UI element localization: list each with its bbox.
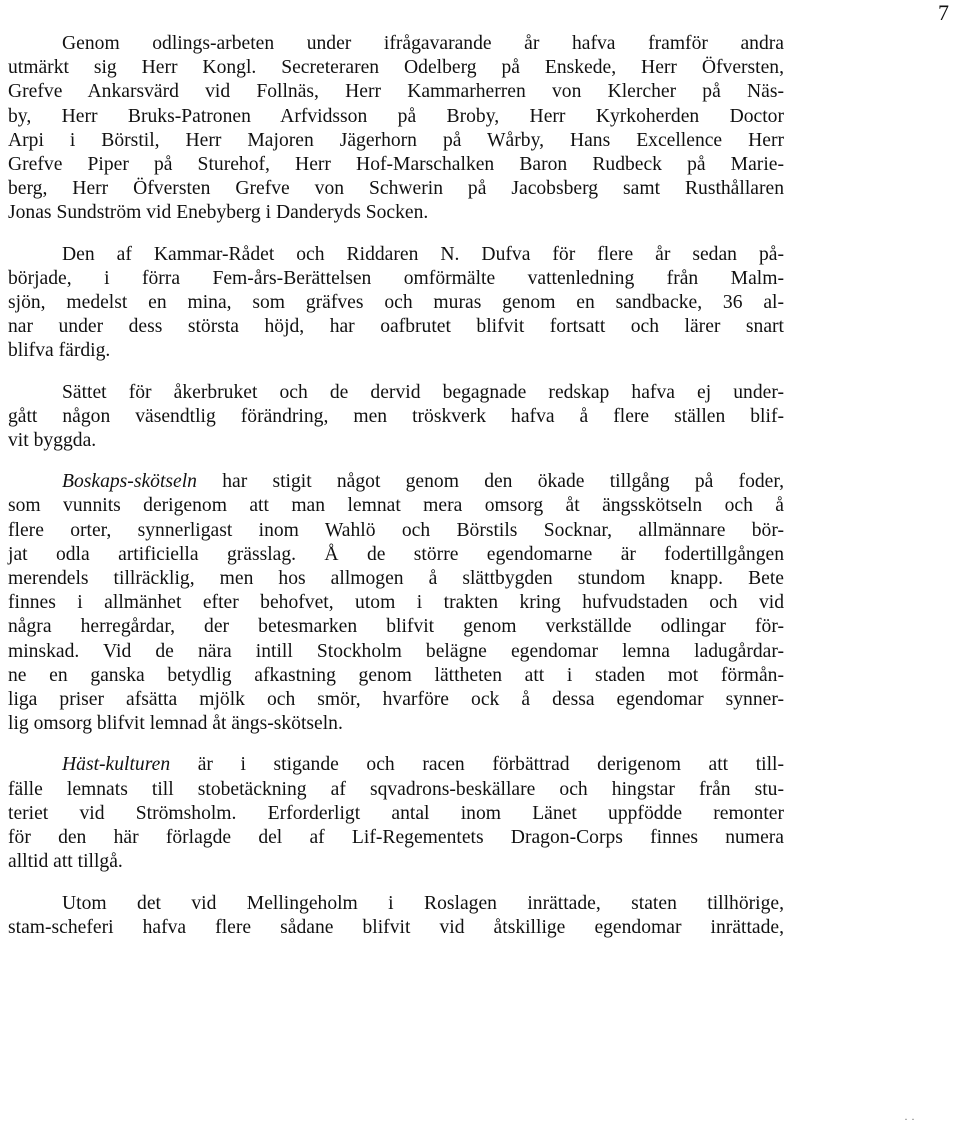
text-line: sjön, medelst en mina, som gräfves och muras genom en sandbacke, 36 al- bbox=[8, 292, 784, 314]
text-line bbox=[8, 470, 784, 494]
text-line: utmärkt sig Herr Kongl. Secreteraren Odelberg på Enskede, Herr Öfversten, bbox=[8, 57, 784, 79]
page-number: 7 bbox=[938, 0, 949, 25]
text-line: ne en ganska betydlig afkastning genom lättheten att i staden mot förmån- bbox=[8, 664, 784, 686]
text-line: flere orter, synnerligast inom Wahlö och Börstils Socknar, allmännare bör- bbox=[8, 519, 784, 541]
text-line: fälle lemnats till stobetäckning af sqvadrons-beskällare och hingstar från stu- bbox=[8, 778, 784, 800]
body-text bbox=[8, 32, 784, 940]
text-line: finnes i allmänhet efter behofvet, utom i trakten kring hufvudstaden och vid bbox=[8, 592, 784, 614]
text-line: Genom odlings-arbeten under ifrågavarande år hafva framför andra bbox=[62, 33, 784, 54]
text-segment: är i stigande och racen förbättrad derigenom att till- bbox=[170, 754, 784, 776]
text-line: merendels tillräcklig, men hos allmogen å slättbygden stundom knapp. Bete bbox=[8, 568, 784, 590]
text-segment: har stigit något genom den ökade tillgång på foder, bbox=[196, 471, 784, 493]
text-line: Sättet för åkerbruket och de dervid begagnade redskap hafva ej under- bbox=[62, 381, 784, 403]
section-heading-livestock: Boskaps-skötseln bbox=[62, 471, 197, 493]
text-line: nar under dess största höjd, har oafbrutet blifvit fortsatt och lärer snart bbox=[8, 316, 784, 338]
text-line bbox=[8, 753, 784, 777]
paragraph-livestock bbox=[8, 470, 784, 736]
text-line: berg, Herr Öfversten Grefve von Schwerin på Jacobsberg samt Rusthållaren bbox=[8, 178, 784, 200]
text-line: gått någon väsendtlig förändring, men tröskverk hafva å flere ställen blif- bbox=[8, 405, 784, 427]
text-line: by, Herr Bruks-Patronen Arfvidsson på Broby, Herr Kyrkoherden Doctor bbox=[8, 105, 784, 127]
scan-speck: · · bbox=[904, 1112, 915, 1126]
text-line: började, i förra Fem-års-Berättelsen omförmälte vattenledning från Malm- bbox=[8, 267, 784, 289]
text-line: jat odla artificiella grässlag. Å de större egendomarne är fodertillgången bbox=[8, 543, 784, 565]
section-heading-horses: Häst-kulturen bbox=[62, 754, 171, 776]
text-line: Jonas Sundström vid Enebyberg i Danderyds Socken. bbox=[8, 202, 429, 224]
paragraph-horse-culture bbox=[8, 753, 784, 874]
paragraph-agriculture-tools bbox=[8, 381, 784, 454]
text-line: vit byggda. bbox=[8, 430, 97, 452]
text-line: som vunnits derigenom att man lemnat mera omsorg åt ängsskötseln och å bbox=[8, 495, 784, 517]
text-line: några herregårdar, der betesmarken blifvit genom verkställde odlingar för- bbox=[8, 616, 784, 638]
text-line: Grefve Piper på Sturehof, Herr Hof-Marschalken Baron Rudbeck på Marie- bbox=[8, 154, 784, 176]
text-line: alltid att tillgå. bbox=[8, 851, 123, 873]
text-line: minskad. Vid de nära intill Stockholm belägne egendomar lemna ladugårdar- bbox=[8, 640, 784, 662]
text-line: Den af Kammar-Rådet och Riddaren N. Dufva för flere år sedan på- bbox=[62, 243, 784, 265]
text-line: Grefve Ankarsvärd vid Follnäs, Herr Kammarherren von Klercher på Näs- bbox=[8, 81, 784, 103]
text-line: liga priser afsätta mjölk och smör, hvarföre ock å dessa egendomar synner- bbox=[8, 689, 784, 711]
text-line: stam-scheferi hafva flere sådane blifvit vid åtskillige egendomar inrättade, bbox=[8, 916, 784, 938]
text-line: teriet vid Strömsholm. Erforderligt antal inom Länet uppfödde remonter bbox=[8, 802, 784, 824]
text-line: blifva färdig. bbox=[8, 340, 111, 362]
paragraph-cultivation bbox=[8, 32, 784, 226]
text-line: lig omsorg blifvit lemnad åt ängs-skötseln. bbox=[8, 713, 343, 735]
paragraph-water-conduit bbox=[8, 243, 784, 364]
text-line: för den här förlagde del af Lif-Regementets Dragon-Corps finnes numera bbox=[8, 827, 784, 849]
text-line: Utom det vid Mellingeholm i Roslagen inrättade, staten tillhörige, bbox=[62, 892, 784, 914]
paragraph-sheep-farms bbox=[8, 892, 784, 940]
text-line: Arpi i Börstil, Herr Majoren Jägerhorn på Wårby, Hans Excellence Herr bbox=[8, 129, 784, 151]
